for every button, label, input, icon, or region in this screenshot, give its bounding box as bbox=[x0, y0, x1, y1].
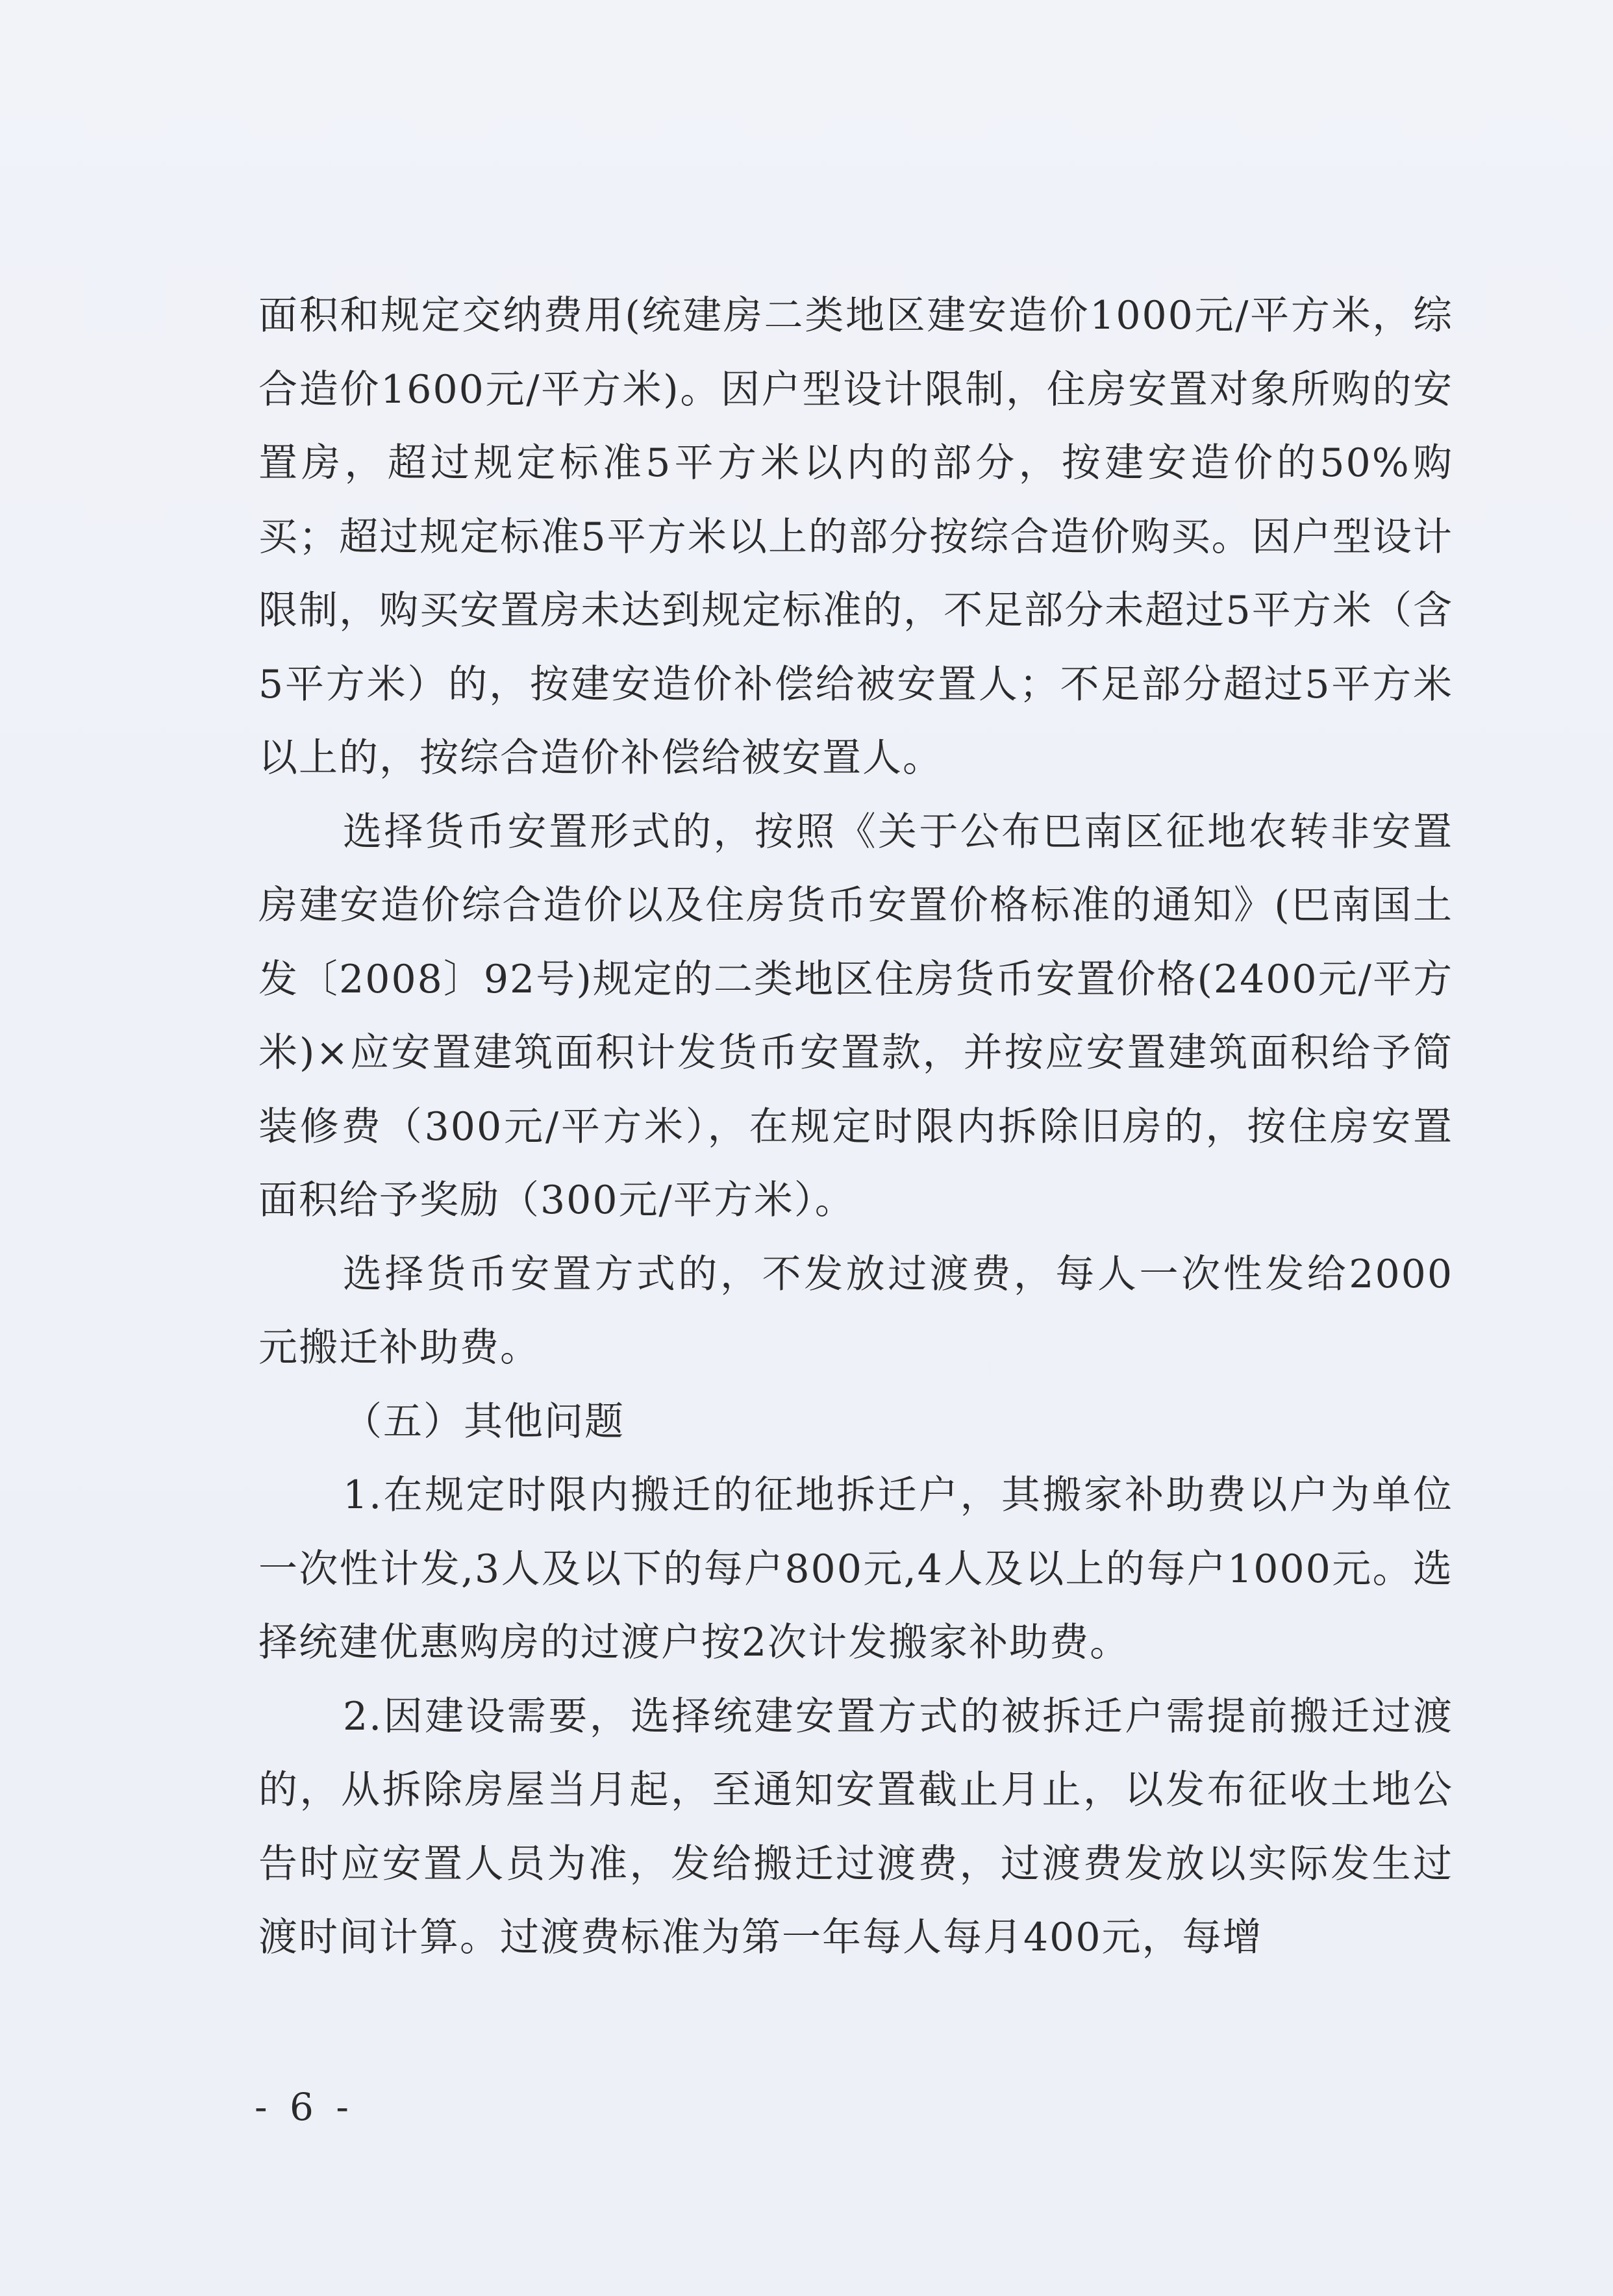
paragraph-transition-fee: 2.因建设需要，选择统建安置方式的被拆迁户需提前搬迁过渡的，从拆除房屋当月起，至通知安置截止月止，以发布征收土地公告时应安置人员为准，发给搬迁过渡费，过渡费发放以实际发生过渡时间计算。过渡费标准为第一年每人每月400元，每增 bbox=[258, 1693, 1453, 1960]
paragraph-housing-price-standards: 面积和规定交纳费用(统建房二类地区建安造价1000元/平方米，综合造价1600元/平方米)。因户型设计限制，住房安置对象所购的安置房，超过规定标准5平方米以内的部分，按建安造价的50%购买；超过规定标准5平方米以上的部分按综合造价购买。因户型设计限制，购买安置房未达到规定标准的，不足部分未超过5平方米（含5平方米）的，按建安造价补偿给被安置人；不足部分超过5平方米以上的，按综合造价补偿给被安置人。 bbox=[258, 293, 1453, 781]
paragraph-moving-subsidy: 1.在规定时限内搬迁的征地拆迁户，其搬家补助费以户为单位一次性计发,3人及以下的每户800元,4人及以上的每户1000元。选择统建优惠购房的过渡户按2次计发搬家补助费。 bbox=[258, 1472, 1453, 1665]
paragraph-relocation-subsidy: 选择货币安置方式的，不发放过渡费，每人一次性发给2000元搬迁补助费。 bbox=[258, 1251, 1453, 1370]
section-heading-other-issues: （五）其他问题 bbox=[343, 1398, 625, 1444]
page-number: - 6 - bbox=[255, 2085, 354, 2129]
paragraph-monetary-resettlement: 选择货币安置形式的，按照《关于公布巴南区征地农转非安置房建安造价综合造价以及住房货币安置价格标准的通知》(巴南国土发〔2008〕92号)规定的二类地区住房货币安置价格(2400元/平方米)×应安置建筑面积计发货币安置款，并按应安置建筑面积给予简装修费（300元/平方米），在规定时限内拆除旧房的，按住房安置面积给予奖励（300元/平方米）。 bbox=[258, 809, 1453, 1223]
document-body bbox=[258, 279, 1453, 1975]
